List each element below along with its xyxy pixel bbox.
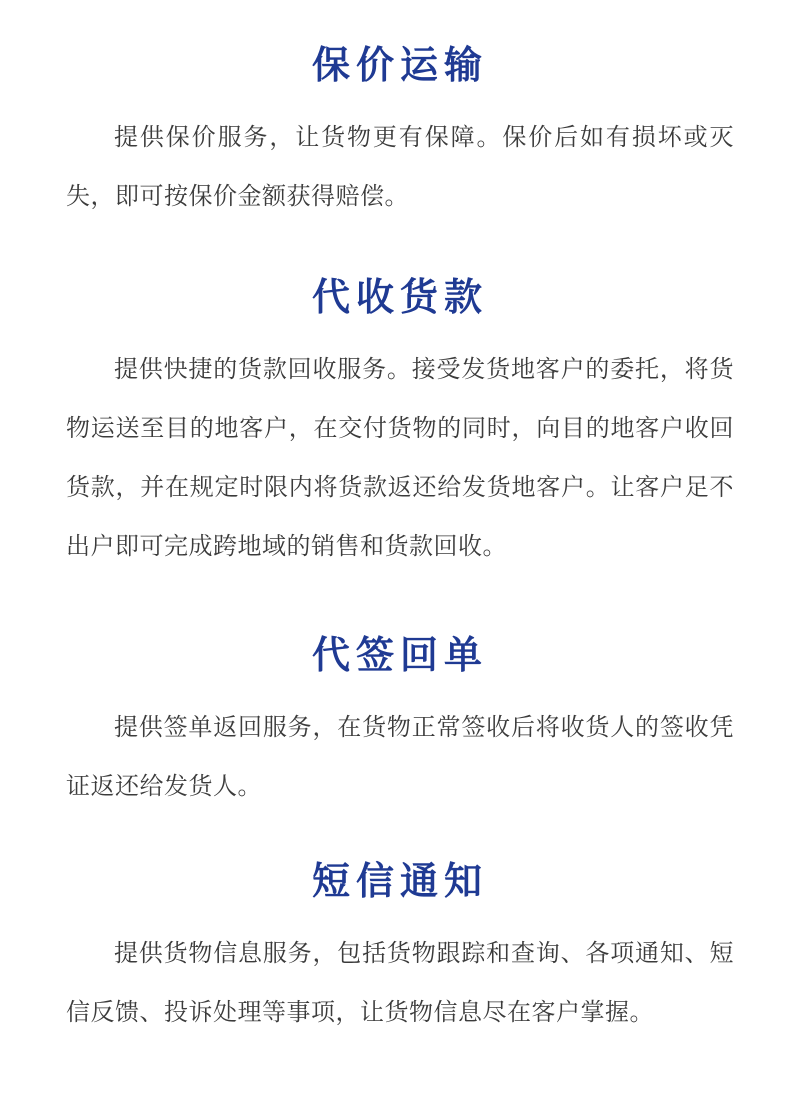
section-cash-on-delivery	[0, 272, 800, 576]
section-body: 提供快捷的货款回收服务。接受发货地客户的委托，将货物运送至目的地客户，在交付货物的同时，向目的地客户收回货款，并在规定时限内将货款返还给发货地客户。让客户足不出户即可完成跨地域的销售和货款回收。	[66, 355, 734, 560]
section-title: 保价运输	[311, 43, 488, 87]
section-signed-receipt-return	[0, 630, 800, 816]
section-sms-notification	[0, 856, 800, 1042]
section-title: 代收货款	[311, 275, 488, 319]
section-body: 提供货物信息服务，包括货物跟踪和查询、各项通知、短信反馈、投诉处理等事项，让货物信息尽在客户掌握。	[66, 939, 734, 1026]
section-body: 提供签单返回服务，在货物正常签收后将收货人的签收凭证返还给发货人。	[66, 713, 734, 800]
section-title: 短信通知	[311, 859, 488, 903]
section-insured-transport	[0, 40, 800, 226]
section-title: 代签回单	[311, 633, 488, 677]
section-body: 提供保价服务，让货物更有保障。保价后如有损坏或灭失，即可按保价金额获得赔偿。	[66, 123, 734, 210]
